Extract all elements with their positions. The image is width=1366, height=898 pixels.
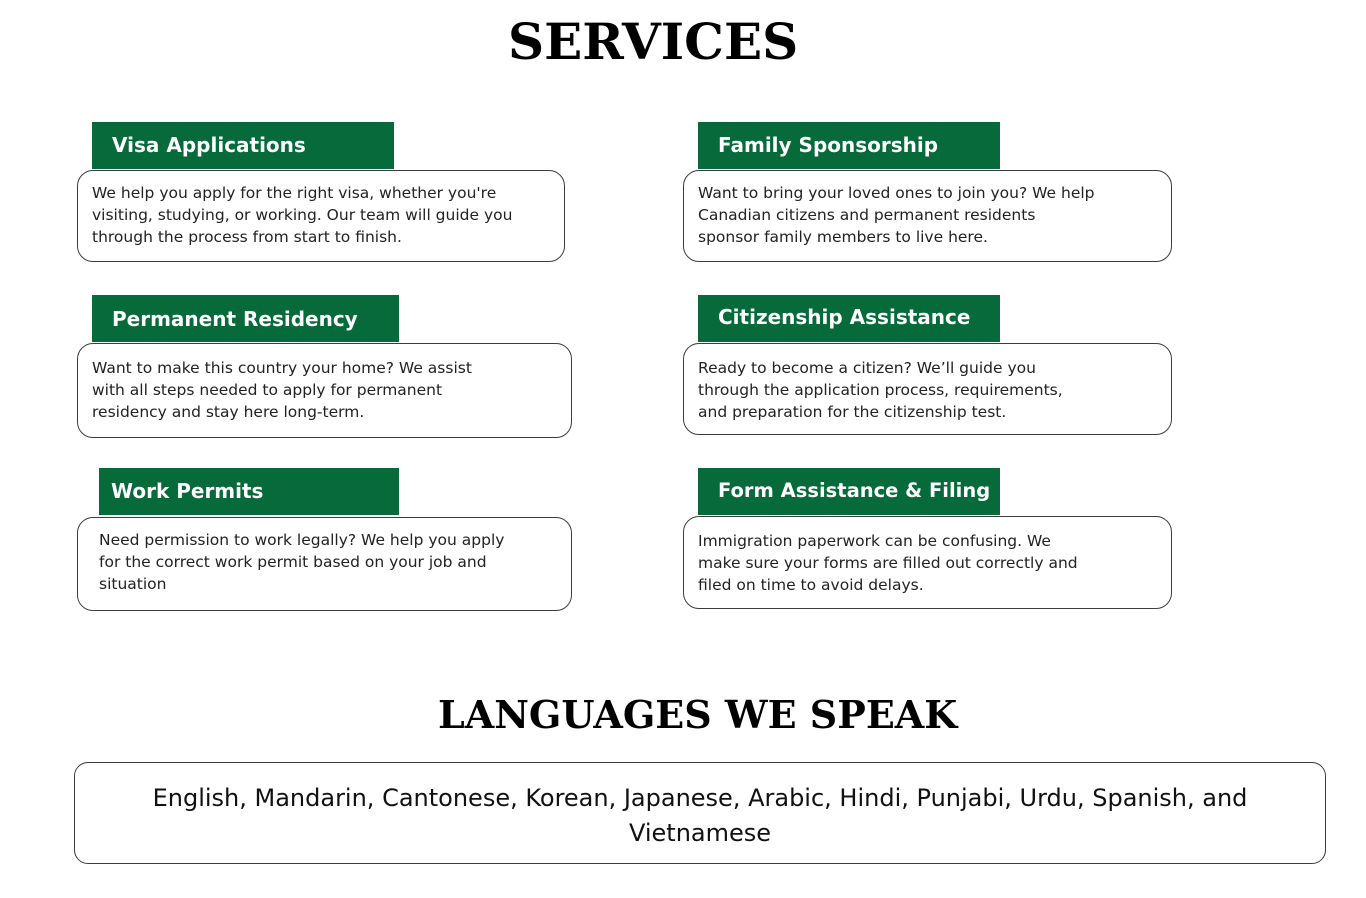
service-title-form-assistance-filing: Form Assistance & Filing — [698, 468, 1000, 515]
description-line: make sure your forms are filled out correctly and — [698, 554, 1078, 572]
description-line: Canadian citizens and permanent residents — [698, 206, 1036, 224]
description-line: Want to make this country your home? We assist — [92, 359, 472, 377]
description-line: sponsor family members to live here. — [698, 228, 988, 246]
languages-list — [95, 781, 1305, 851]
description-line: and preparation for the citizenship test. — [698, 403, 1007, 421]
description-line: filed on time to avoid delays. — [698, 576, 924, 594]
description-line: Immigration paperwork can be confusing. We — [698, 532, 1051, 550]
description-line: for the correct work permit based on your job and — [99, 553, 487, 571]
description-line: visiting, studying, or working. Our team will guide you — [92, 206, 513, 224]
service-card-permanent-residency — [77, 343, 572, 438]
service-description-visa-applications — [92, 182, 512, 248]
languages-line: English, Mandarin, Cantonese, Korean, Japanese, Arabic, Hindi, Punjabi, Urdu, Spanish, and — [152, 784, 1248, 812]
service-card-work-permits — [77, 517, 572, 611]
description-line: We help you apply for the right visa, whether you're — [92, 184, 497, 202]
service-title-permanent-residency: Permanent Residency — [92, 295, 399, 342]
service-title-family-sponsorship: Family Sponsorship — [698, 122, 1000, 169]
service-card-form-assistance-filing — [683, 516, 1172, 609]
description-line: residency and stay here long-term. — [92, 403, 365, 421]
description-line: through the process from start to finish. — [92, 228, 402, 246]
service-card-family-sponsorship — [683, 170, 1172, 262]
service-title-work-permits: Work Permits — [99, 468, 399, 515]
service-description-citizenship-assistance — [698, 357, 1063, 423]
service-description-form-assistance-filing — [698, 530, 1078, 596]
service-description-family-sponsorship — [698, 182, 1095, 248]
service-title-citizenship-assistance: Citizenship Assistance — [698, 295, 1000, 342]
languages-heading: LANGUAGES WE SPEAK — [438, 692, 958, 737]
languages-card — [74, 762, 1326, 864]
service-description-work-permits — [99, 529, 504, 595]
description-line: Need permission to work legally? We help you apply — [99, 531, 505, 549]
description-line: through the application process, requirements, — [698, 381, 1063, 399]
description-line: with all steps needed to apply for permanent — [92, 381, 443, 399]
service-card-visa-applications — [77, 170, 565, 262]
service-card-citizenship-assistance — [683, 343, 1172, 435]
service-description-permanent-residency — [92, 357, 472, 423]
services-heading: SERVICES — [508, 12, 799, 71]
languages-line: Vietnamese — [628, 819, 772, 847]
description-line: Want to bring your loved ones to join you? We help — [698, 184, 1095, 202]
service-title-visa-applications: Visa Applications — [92, 122, 394, 169]
description-line: situation — [99, 575, 167, 593]
description-line: Ready to become a citizen? We’ll guide you — [698, 359, 1036, 377]
